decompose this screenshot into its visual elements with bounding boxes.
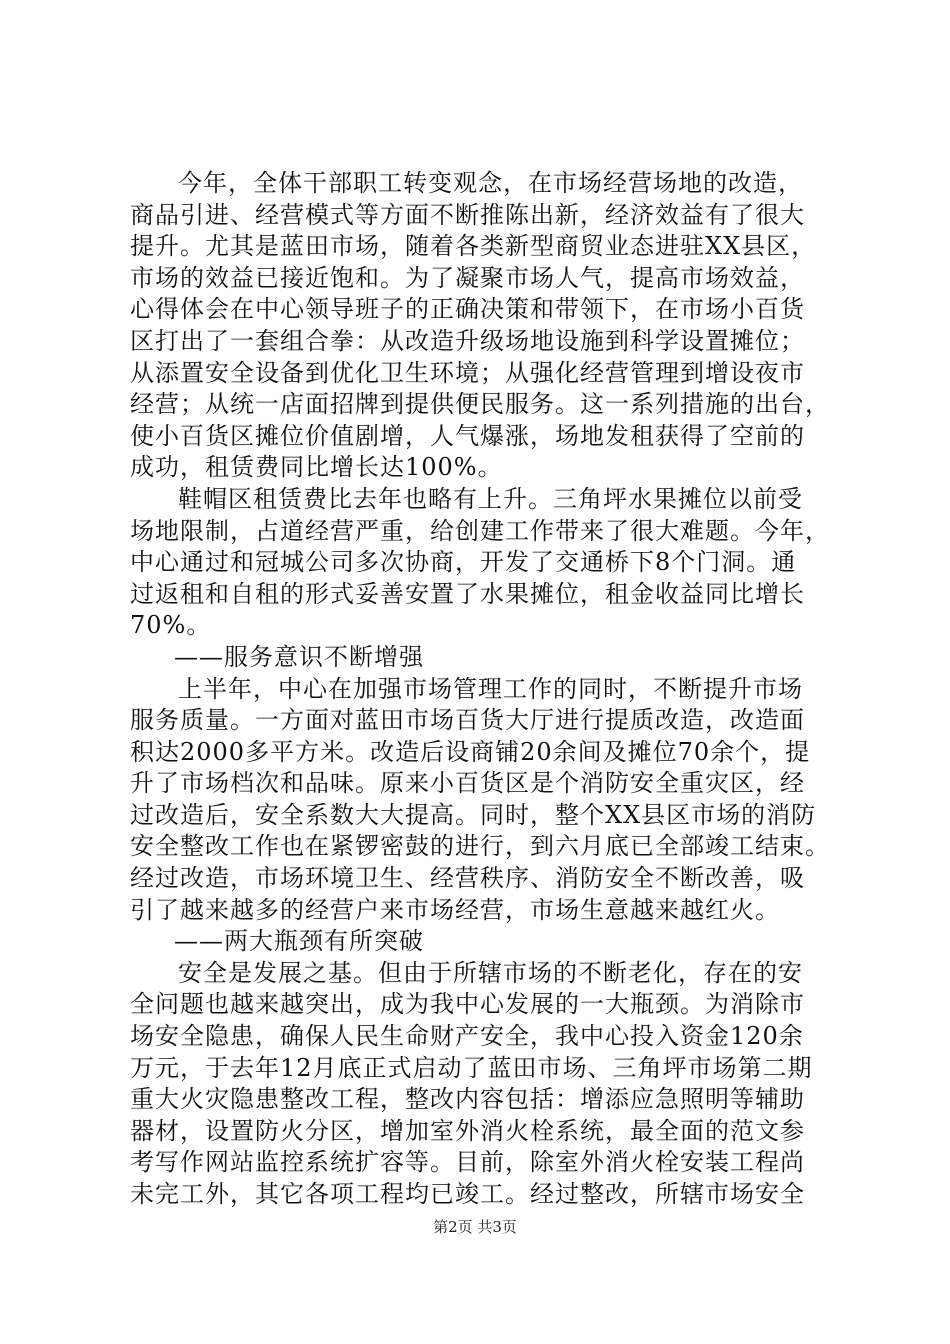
paragraph-line: 引了越来越多的经营户来市场经营，市场生意越来越红火。 [130, 895, 780, 924]
paragraph-line: 场安全隐患，确保人民生命财产安全，我中心投入资金120余 [130, 1022, 804, 1051]
paragraph-line: 中心通过和冠城公司多次协商，开发了交通桥下8个门洞。通 [130, 548, 797, 577]
paragraph-line: 器材，设置防火分区，增加室外消火栓系统，最全面的范文参 [130, 1116, 805, 1145]
paragraph-line: 商品引进、经营模式等方面不断推陈出新，经济效益有了很大 [130, 200, 805, 229]
paragraph-line: 升了市场档次和品味。原来小百货区是个消防安全重灾区，经 [130, 769, 805, 798]
paragraph-line: 今年，全体干部职工转变观念，在市场经营场地的改造， [178, 169, 803, 197]
paragraph-line: 考写作网站监控系统扩容等。目前，除室外消火栓安装工程尚 [130, 1148, 805, 1177]
paragraph-line: 万元，于去年12月底正式启动了蓝田市场、三角坪市场第二期 [130, 1053, 813, 1082]
paragraph-line: 上半年，中心在加强市场管理工作的同时，不断提升市场 [178, 674, 803, 703]
paragraph-line: 从添置安全设备到优化卫生环境；从强化经营管理到增设夜市 [130, 358, 805, 387]
paragraph-line: 安全是发展之基。但由于所辖市场的不断老化，存在的安 [178, 958, 803, 987]
paragraph-line: 未完工外，其它各项工程均已竣工。经过整改，所辖市场安全 [130, 1180, 805, 1208]
document-body [130, 168, 830, 1211]
paragraph-line: 过改造后，安全系数大大提高。同时，整个XX县区市场的消防 [130, 800, 817, 829]
paragraph-line: 使小百货区摊位价值剧增，人气爆涨，场地发租获得了空前的 [130, 421, 805, 450]
paragraph-line: 服务质量。一方面对蓝田市场百货大厅进行提质改造，改造面 [130, 706, 805, 735]
paragraph-line: 积达2000多平方米。改造后设商铺20余间及摊位70余个，提 [130, 737, 811, 766]
paragraph-line: 场地限制，占道经营严重，给创建工作带来了很大难题。今年， [130, 516, 830, 545]
paragraph-line: 提升。尤其是蓝田市场，随着各类新型商贸业态进驻XX县区， [130, 232, 817, 261]
paragraph-line: 经过改造，市场环境卫生、经营秩序、消防安全不断改善，吸 [130, 864, 805, 893]
paragraph-line: 鞋帽区租赁费比去年也略有上升。三角坪水果摊位以前受 [178, 484, 803, 513]
paragraph-line: 区打出了一套组合拳：从改造升级场地设施到科学设置摊位； [130, 326, 805, 355]
paragraph-line: 成功，租赁费同比增长达100%。 [130, 453, 503, 482]
paragraph-line: 重大火灾隐患整改工程，整改内容包括：增添应急照明等辅助 [130, 1085, 805, 1114]
paragraph-line: 70%。 [130, 611, 212, 640]
paragraph-line: 经营；从统一店面招牌到提供便民服务。这一系列措施的出台， [130, 390, 830, 419]
paragraph-line: 过返租和自租的形式妥善安置了水果摊位，租金收益同比增长 [130, 579, 805, 608]
paragraph-line: 安全整改工作也在紧锣密鼓的进行，到六月底已全部竣工结束。 [130, 832, 830, 861]
page-number-footer: 第2页 共3页 [433, 1218, 517, 1236]
paragraph-line: 市场的效益已接近饱和。为了凝聚市场人气，提高市场效益， [130, 263, 805, 292]
section-heading: ——两大瓶颈有所突破 [174, 927, 424, 956]
section-heading: ——服务意识不断增强 [174, 642, 424, 671]
paragraph-line: 心得体会在中心领导班子的正确决策和带领下，在市场小百货 [130, 295, 805, 324]
paragraph-line: 全问题也越来越突出，成为我中心发展的一大瓶颈。为消除市 [130, 990, 805, 1019]
